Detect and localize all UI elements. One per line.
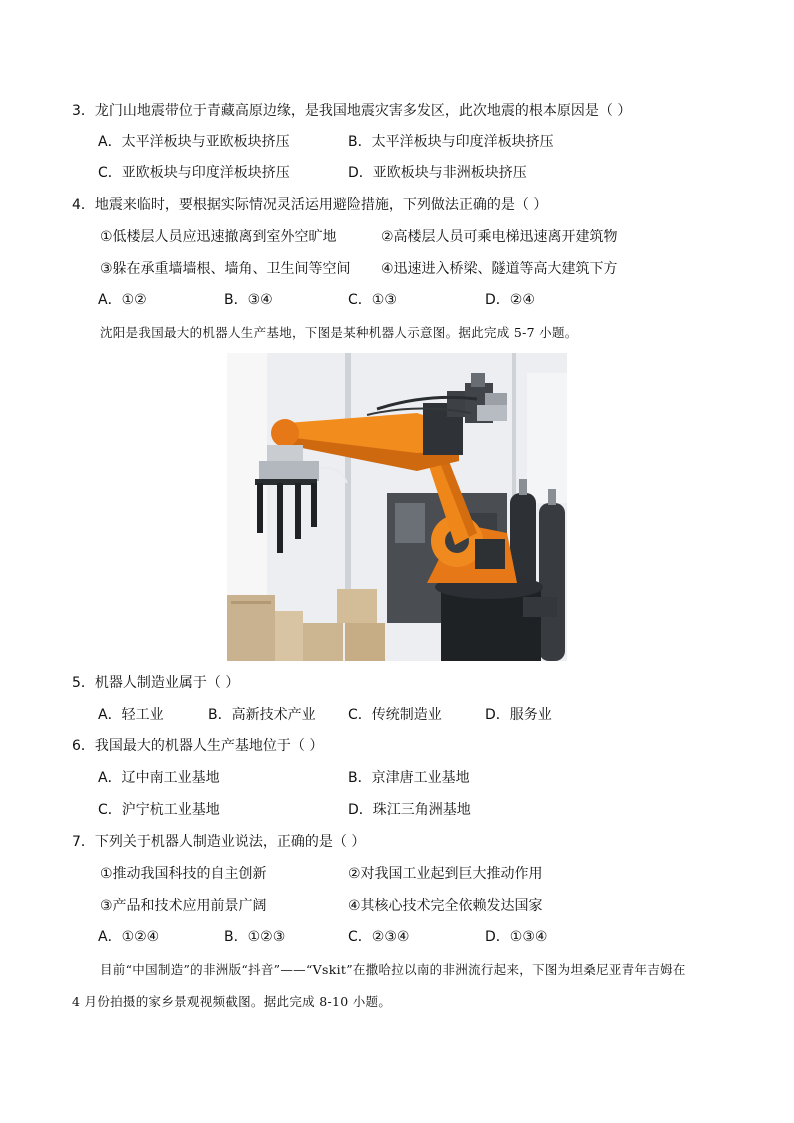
question-3-stem: 3．龙门山地震带位于青藏高原边缘，是我国地震灾害多发区，此次地震的根本原因是（ ） xyxy=(72,103,632,119)
question-6-option-d: D．珠江三角洲基地 xyxy=(348,802,471,818)
question-6-option-c: C．沪宁杭工业基地 xyxy=(98,802,220,818)
industrial-robot-photo xyxy=(227,353,567,661)
question-4-statement-2: ②高楼层人员可乘电梯迅速离开建筑物 xyxy=(381,229,618,245)
question-3-option-a: A．太平洋板块与亚欧板块挤压 xyxy=(98,134,290,150)
question-3-option-c: C．亚欧板块与印度洋板块挤压 xyxy=(98,165,290,181)
question-6-stem: 6．我国最大的机器人生产基地位于（ ） xyxy=(72,738,324,754)
question-7-statement-1: ①推动我国科技的自主创新 xyxy=(100,866,267,882)
question-6-option-a: A．辽中南工业基地 xyxy=(98,770,220,786)
question-4-statement-3: ③躲在承重墙墙根、墙角、卫生间等空间 xyxy=(100,261,351,277)
question-7-statement-2: ②对我国工业起到巨大推动作用 xyxy=(348,866,543,882)
question-7-statement-3: ③产品和技术应用前景广阔 xyxy=(100,898,267,914)
question-4-stem: 4．地震来临时，要根据实际情况灵活运用避险措施，下列做法正确的是（ ） xyxy=(72,197,548,213)
question-7-statement-4: ④其核心技术完全依赖发达国家 xyxy=(348,898,543,914)
intro-8-10-line2: 4 月份拍摄的家乡景观视频截图。据此完成 8-10 小题。 xyxy=(72,994,392,1009)
question-7-option-c: C．②③④ xyxy=(348,929,410,945)
question-6-option-b: B．京津唐工业基地 xyxy=(348,770,470,786)
question-3-option-d: D．亚欧板块与非洲板块挤压 xyxy=(348,165,527,181)
question-4-option-c: C．①③ xyxy=(348,292,397,308)
intro-8-10-line1: 目前“中国制造”的非洲版“抖音”——“Vskit”在撒哈拉以南的非洲流行起来，下图为坦桑尼亚青年吉姆在 xyxy=(100,962,686,977)
question-4-option-a: A．①② xyxy=(98,292,147,308)
question-7-option-b: B．①②③ xyxy=(224,929,286,945)
question-4-option-b: B．③④ xyxy=(224,292,273,308)
question-5-option-a: A．轻工业 xyxy=(98,707,164,723)
question-4-statement-4: ④迅速进入桥梁、隧道等高大建筑下方 xyxy=(381,261,618,277)
question-7-option-d: D．①③④ xyxy=(485,929,548,945)
question-5-option-c: C．传统制造业 xyxy=(348,707,442,723)
question-4-option-d: D．②④ xyxy=(485,292,535,308)
question-7-option-a: A．①②④ xyxy=(98,929,160,945)
question-5-stem: 5．机器人制造业属于（ ） xyxy=(72,675,240,691)
question-5-option-d: D．服务业 xyxy=(485,707,552,723)
question-5-option-b: B．高新技术产业 xyxy=(208,707,316,723)
question-4-statement-1: ①低楼层人员应迅速撤离到室外空旷地 xyxy=(100,229,337,245)
question-3-option-b: B．太平洋板块与印度洋板块挤压 xyxy=(348,134,554,150)
question-7-stem: 7．下列关于机器人制造业说法，正确的是（ ） xyxy=(72,834,366,850)
intro-5-7: 沈阳是我国最大的机器人生产基地，下图是某种机器人示意图。据此完成 5-7 小题。 xyxy=(100,325,578,340)
